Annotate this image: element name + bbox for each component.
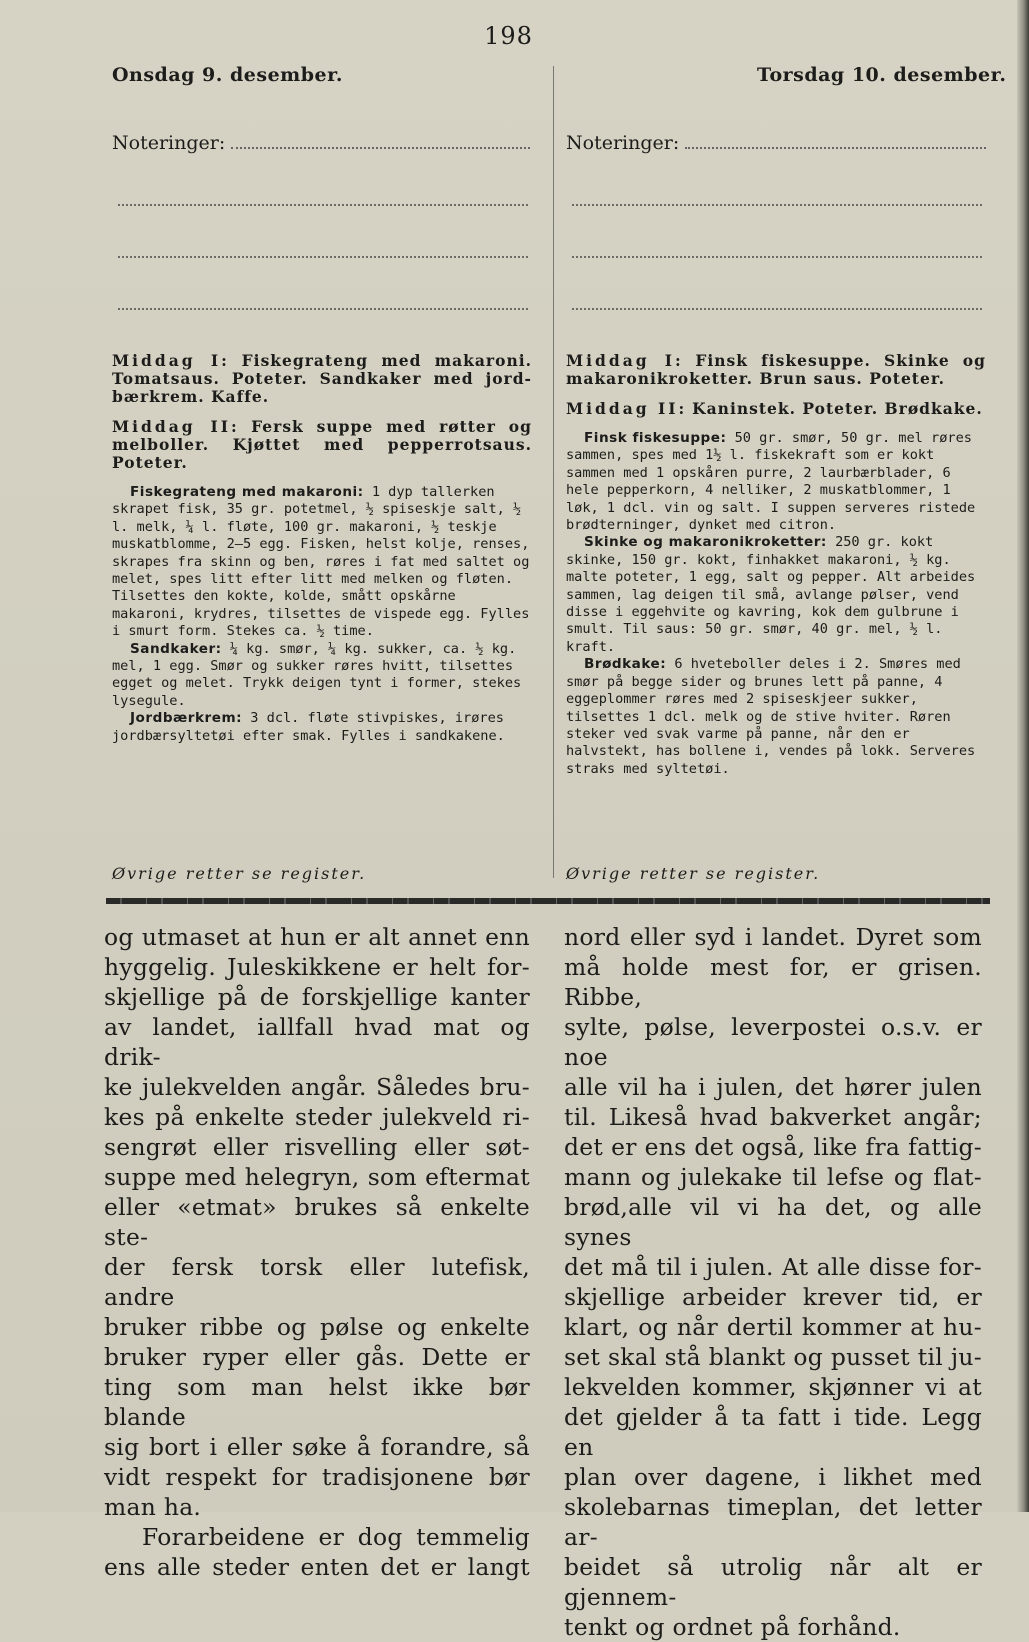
body-column-right bbox=[564, 922, 982, 1642]
text-line: man ha. bbox=[104, 1493, 202, 1521]
text-line: tenkt og ordnet på forhånd. bbox=[564, 1613, 901, 1641]
day-heading-thursday: Torsdag 10. desember. bbox=[757, 64, 1007, 86]
text-line: det gjelder å ta fatt i tide. Legg en bbox=[564, 1403, 982, 1461]
notes-right bbox=[566, 132, 986, 154]
recipes-left bbox=[112, 484, 532, 745]
text-line: av landet, iallfall hvad mat og drik- bbox=[104, 1013, 530, 1071]
notes-label: Noteringer: bbox=[566, 132, 680, 154]
notes-dotted-line bbox=[231, 132, 530, 149]
recipe: Fiskegrateng med makaroni: 1 dyp tallerken skrapet fisk, 35 gr. potetmel, ½ spiseskje salt, ½ l. melk, ¼ l. fløte, 100 gr. makaroni, ½ teskje muskatblomme, 2—5 egg. Fisken, helst kolje, renses, skrapes fra skinn og ben, røres i fat med saltet og melet, spes litt efter litt med melken og fløten. Tilsettes den kokte, kolde, smått opskårne makaroni, krydres, tilsettes de vispede egg. Fylles i smurt form. Stekes ca. ½ time. bbox=[112, 484, 530, 640]
notes-dotted-line bbox=[572, 256, 982, 258]
notes-dotted-line bbox=[118, 204, 528, 206]
column-divider bbox=[553, 66, 554, 878]
notes-dotted-line bbox=[572, 308, 982, 310]
text-line: sylte, pølse, leverpostei o.s.v. er noe bbox=[564, 1013, 982, 1071]
menu-item: Middag II: Kaninstek. Poteter. Brødkake. bbox=[566, 399, 983, 418]
text-line: alle vil ha i julen, det hører julen bbox=[564, 1073, 982, 1101]
recipes-right bbox=[566, 430, 986, 778]
notes-left bbox=[112, 132, 530, 154]
menu-left bbox=[112, 352, 532, 745]
text-line: hyggelig. Juleskikkene er helt for- bbox=[104, 953, 530, 981]
recipe: Sandkaker: ¼ kg. smør, ¼ kg. sukker, ca. ½ kg. mel, 1 egg. Smør og sukker røres hvitt, tilsettes egget og melet. Trykk deigen tynt i former, stekes lysegule. bbox=[112, 640, 522, 709]
text-line: det er ens det også, like fra fattig- bbox=[564, 1133, 982, 1161]
text-line: og utmaset at hun er alt annet enn bbox=[104, 923, 530, 951]
text-line: beidet så utrolig når alt er gjennem- bbox=[564, 1553, 982, 1611]
text-line: skjellige på de forskjellige kanter bbox=[104, 983, 530, 1011]
text-line: nord eller syd i landet. Dyret som bbox=[564, 923, 982, 951]
menu-item: Middag II: Fersk suppe med røtter og melboller. Kjøttet med pepperrotsaus. Poteter. bbox=[112, 417, 532, 472]
notes-dotted-line bbox=[118, 308, 528, 310]
text-line: vidt respekt for tradisjonene bør bbox=[104, 1463, 530, 1491]
recipe: Finsk fiskesuppe: 50 gr. smør, 50 gr. mel røres sammen, spes med 1½ l. fiskekraft som er kokt sammen med 1 opskåren purre, 2 laurbærblader, 6 hele pepperkorn, 4 nelliker, 2 muskatblommer, 1 løk, 1 dcl. vin og salt. I suppen serveres ristede brødterninger, dynket med citron. bbox=[566, 430, 976, 534]
text-line: Forarbeidene er dog temmelig bbox=[142, 1523, 530, 1551]
see-register-note: Øvrige retter se register. bbox=[112, 864, 367, 883]
text-line: må holde mest for, er grisen. Ribbe, bbox=[564, 953, 982, 1011]
text-line: skolebarnas timeplan, det letter ar- bbox=[564, 1493, 982, 1551]
text-line: der fersk torsk eller lutefisk, andre bbox=[104, 1253, 530, 1311]
text-line: suppe med helegryn, som eftermat bbox=[104, 1163, 530, 1191]
notes-label: Noteringer: bbox=[112, 132, 226, 154]
recipe: Brødkake: 6 hveteboller deles i 2. Smøres med smør på begge sider og brunes lett på panne, 4 eggeplommer røres med 2 spiseskjeer sukker, tilsettes 1 dcl. melk og de stive hviter. Røren steker ved svak varme på panne, når den er halvstekt, has bollene i, vendes på lokk. Serveres straks med syltetøi. bbox=[566, 656, 976, 777]
text-line: mann og julekake til lefse og flat- bbox=[564, 1163, 982, 1191]
page-edge-shadow bbox=[1017, 0, 1029, 1512]
text-line: skjellige arbeider krever tid, er bbox=[564, 1283, 982, 1311]
page-number: 198 bbox=[484, 22, 533, 50]
text-line: eller «etmat» brukes så enkelte ste- bbox=[104, 1193, 530, 1251]
notes-dotted-line bbox=[118, 256, 528, 258]
text-line: set skal stå blankt og pusset til ju- bbox=[564, 1343, 982, 1371]
body-column-left bbox=[104, 922, 530, 1582]
text-line: lekvelden kommer, skjønner vi at bbox=[564, 1373, 982, 1401]
notes-dotted-line bbox=[685, 132, 986, 149]
text-line: bruker ryper eller gås. Dette er bbox=[104, 1343, 530, 1371]
menu-item: Middag I: Finsk fiskesuppe. Skinke og makaronikroketter. Brun saus. Poteter. bbox=[566, 351, 986, 388]
see-register-note: Øvrige retter se register. bbox=[566, 864, 821, 883]
day-heading-wednesday: Onsdag 9. desember. bbox=[112, 64, 344, 86]
text-line: til. Likeså hvad bakverket angår; bbox=[564, 1103, 982, 1131]
text-line: sengrøt eller risvelling eller søt- bbox=[104, 1133, 530, 1161]
recipe: Skinke og makaronikroketter: 250 gr. kokt skinke, 150 gr. kokt, finhakket makaroni, ½ kg. malte poteter, 1 egg, salt og pepper. Alt arbeides sammen, lag deigen til små, avlange pølser, vend disse i eggehvite og kavring, kok dem gulbrune i smult. Til saus: 50 gr. smør, 40 gr. mel, ½ l. kraft. bbox=[566, 534, 976, 655]
text-line: brød,alle vil vi ha det, og alle synes bbox=[564, 1193, 982, 1251]
menu-right bbox=[566, 352, 986, 778]
text-line: klart, og når dertil kommer at hu- bbox=[564, 1313, 982, 1341]
text-line: det må til i julen. At alle disse for- bbox=[564, 1253, 982, 1281]
notes-dotted-line bbox=[572, 204, 982, 206]
section-rule bbox=[106, 898, 990, 904]
text-line: kes på enkelte steder julekveld ri- bbox=[104, 1103, 530, 1131]
recipe: Jordbærkrem: 3 dcl. fløte stivpiskes, irøres jordbærsyltetøi efter smak. Fylles i sandkakene. bbox=[112, 710, 505, 744]
text-line: ens alle steder enten det er langt bbox=[104, 1553, 530, 1581]
text-line: sig bort i eller søke å forandre, så bbox=[104, 1433, 530, 1461]
text-line: ting som man helst ikke bør blande bbox=[104, 1373, 530, 1431]
menu-item: Middag I: Fiskegrateng med makaroni. Tomatsaus. Poteter. Sandkaker med jord-bærkrem. Kaffe. bbox=[112, 351, 532, 406]
text-line: plan over dagene, i likhet med bbox=[564, 1463, 982, 1491]
text-line: ke julekvelden angår. Således bru- bbox=[104, 1073, 530, 1101]
text-line: bruker ribbe og pølse og enkelte bbox=[104, 1313, 530, 1341]
